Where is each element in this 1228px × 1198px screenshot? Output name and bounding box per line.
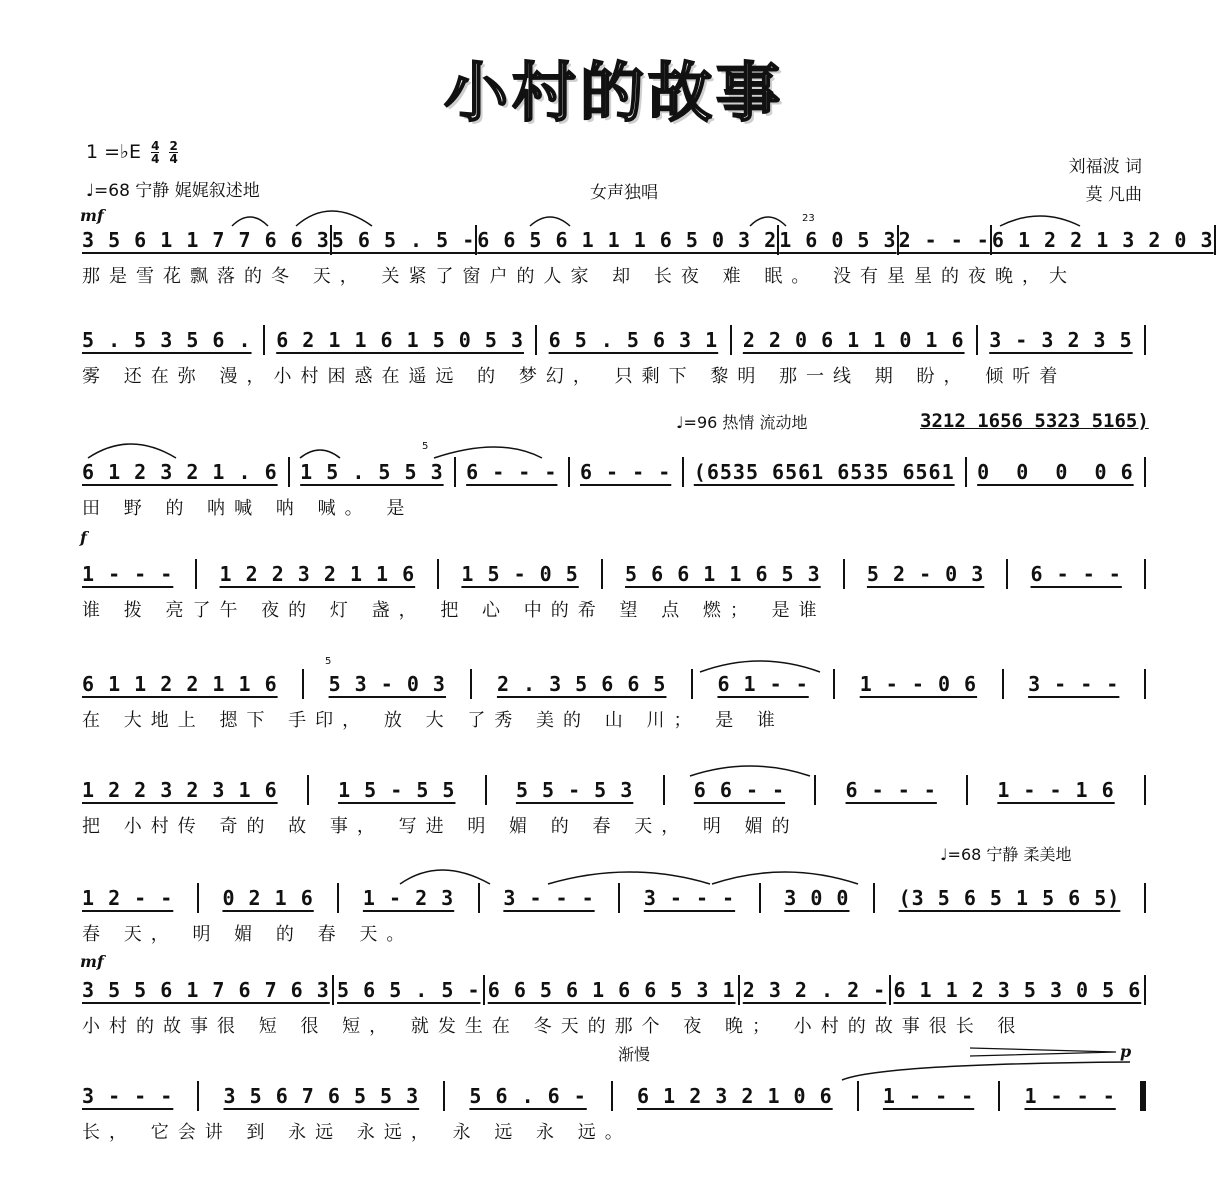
bar-line xyxy=(843,559,845,589)
measure: 3 5 6 1 1 7 7 6 6 3 xyxy=(82,228,330,252)
note-line xyxy=(82,556,1146,592)
bar-line xyxy=(998,1081,1000,1111)
measure: 1 - - 0 6 xyxy=(859,672,978,696)
measure: 6 - - - xyxy=(1030,562,1122,586)
measure: 3 5 6 7 6 5 5 3 xyxy=(223,1084,420,1108)
bar-line xyxy=(437,559,439,589)
bar-line xyxy=(601,559,603,589)
lyrics-line: 那是雪花飘落的冬 天， 关紧了窗户的人家 却 长夜 难 眠。 没有星星的夜晚，大 xyxy=(82,266,1077,287)
measure: 2 - - - xyxy=(898,228,990,252)
measure: 6 1 1 2 3 5 3 0 5 6 xyxy=(893,978,1142,1002)
bar-line xyxy=(302,669,304,699)
bar-line xyxy=(478,883,480,913)
composer: 莫 凡曲 xyxy=(1085,185,1142,205)
key-label: 1 =♭E xyxy=(86,141,142,163)
measure: 6 6 - - xyxy=(693,778,786,802)
measure: 1 5 - 0 5 xyxy=(461,562,579,586)
dynamic-mf-1: mf xyxy=(80,206,104,225)
grace-note-2: 5 xyxy=(422,441,429,452)
dynamic-p: p xyxy=(1120,1042,1132,1061)
lyrics-line: 田 野 的 呐喊 呐 喊。 是 xyxy=(82,498,414,519)
note-line xyxy=(82,880,1146,916)
bar-line xyxy=(1214,225,1216,255)
bar-line xyxy=(337,883,339,913)
score-row xyxy=(82,556,1146,636)
measure: 5 5 - 5 3 xyxy=(515,778,634,802)
measure: 6 - - - xyxy=(579,460,672,484)
tempo-intro: ♩=68 宁静 娓娓叙述地 xyxy=(86,181,260,201)
measure: 3 0 0 xyxy=(784,886,850,910)
measure: 6 - - - xyxy=(845,778,937,802)
bar-line xyxy=(889,975,891,1005)
bar-line xyxy=(618,883,620,913)
bar-line xyxy=(197,883,199,913)
measure: 3 - 3 2 3 5 xyxy=(989,328,1133,352)
time-signature-b: $\frac{2}{4}$ xyxy=(169,139,178,166)
bar-line xyxy=(1002,669,1004,699)
measure: 6 1 2 3 2 1 . 6 xyxy=(82,460,278,484)
measure: (6535 6561 6535 6561 xyxy=(693,460,955,484)
measure: 6 1 1 2 2 1 1 6 xyxy=(82,672,278,696)
measure: 1 - - - xyxy=(82,562,174,586)
bar-line xyxy=(332,975,334,1005)
score-row xyxy=(82,772,1146,852)
measure: 1 5 . 5 5 3 xyxy=(300,460,444,484)
bar-line xyxy=(535,325,537,355)
lyricist: 刘福波 词 xyxy=(1068,157,1142,177)
measure: 6 1 2 3 2 1 0 6 xyxy=(637,1084,833,1108)
bar-line xyxy=(814,775,816,805)
lyrics-line: 把 小村传 奇的 故 事， 写进 明 媚 的 春 天， 明 媚的 xyxy=(82,816,799,837)
score-row xyxy=(82,454,1146,534)
measure: 6 2 1 1 6 1 5 0 5 3 xyxy=(276,328,524,352)
bar-line xyxy=(485,775,487,805)
score-row xyxy=(82,322,1146,402)
measure: 1 5 - 5 5 xyxy=(338,778,456,802)
measure: 1 2 2 3 2 3 1 6 xyxy=(82,778,278,802)
lyrics-line: 在 大地上 摁下 手印， 放 大 了秀 美的 山 川； 是 谁 xyxy=(82,710,784,731)
bar-line xyxy=(483,975,485,1005)
bar-line xyxy=(443,1081,445,1111)
bar-line xyxy=(663,775,665,805)
bar-line xyxy=(738,975,740,1005)
measure: 5 6 6 1 1 6 5 3 xyxy=(625,562,821,586)
bar-line xyxy=(966,775,968,805)
measure: (3 5 6 5 1 5 6 5) xyxy=(898,886,1121,910)
bar-line xyxy=(1144,775,1146,805)
grace-note-3: 5 xyxy=(325,656,332,667)
score-row xyxy=(82,880,1146,960)
measure: 5 . 5 3 5 6 . xyxy=(82,328,252,352)
measure: 1 - - - xyxy=(882,1084,975,1108)
measure: 3 - - - xyxy=(1028,672,1120,696)
lyrics-line: 雾 还在弥 漫，小村困惑在遥远 的 梦幻， 只剩下 黎明 那一线 期 盼， 倾听着 xyxy=(82,366,1067,387)
measure: 1 6 0 5 3 xyxy=(779,228,897,252)
lyrics-line: 谁 拨 亮了午 夜的 灯 盏， 把 心 中的希 望 点 燃； 是谁 xyxy=(82,600,826,621)
measure: 1 2 - - xyxy=(82,886,174,910)
song-title: 小村的故事 xyxy=(444,57,784,131)
key-signature xyxy=(86,140,178,165)
note-line xyxy=(82,772,1146,808)
measure: 6 1 - - xyxy=(717,672,809,696)
bar-line xyxy=(691,669,693,699)
bar-line xyxy=(833,669,835,699)
measure: 5 3 - 0 3 xyxy=(328,672,446,696)
measure: 5 2 - 0 3 xyxy=(866,562,985,586)
score-row xyxy=(82,666,1146,746)
tempo-end: ♩=68 宁静 柔美地 xyxy=(940,845,1072,864)
bar-line xyxy=(1144,559,1146,589)
bar-line xyxy=(1144,669,1146,699)
score-row xyxy=(82,972,1146,1052)
bar-line xyxy=(1144,457,1146,487)
measure: 6 - - - xyxy=(466,460,558,484)
measure: 1 - 2 3 xyxy=(362,886,455,910)
bar-line xyxy=(1144,325,1146,355)
grace-note-1: 23 xyxy=(802,213,815,224)
bar-line xyxy=(873,883,875,913)
note-line xyxy=(82,1078,1146,1114)
measure: 5 6 5 . 5 - xyxy=(337,978,481,1002)
bar-line xyxy=(197,1081,199,1111)
time-signature-a: $\frac{4}{4}$ xyxy=(151,139,160,166)
note-line xyxy=(82,454,1146,490)
lyrics-line: 春 天， 明 媚 的 春 天。 xyxy=(82,924,414,945)
measure: 0 2 1 6 xyxy=(222,886,314,910)
measure: 5 6 5 . 5 - xyxy=(331,228,476,252)
bar-line xyxy=(263,325,265,355)
dynamic-mf-2: mf xyxy=(80,952,104,971)
measure: 2 2 0 6 1 1 0 1 6 xyxy=(742,328,965,352)
bar-line xyxy=(470,669,472,699)
bar-line xyxy=(454,457,456,487)
measure: 6 1 2 2 1 3 2 0 3 xyxy=(991,228,1214,252)
measure: 3 - - - xyxy=(82,1084,174,1108)
bar-line xyxy=(288,457,290,487)
measure: 3 - - - xyxy=(643,886,736,910)
measure: 6 6 5 6 1 6 6 5 3 1 xyxy=(487,978,736,1002)
measure: 1 - - - xyxy=(1024,1084,1116,1108)
measure: 0 0 0 0 6 xyxy=(977,460,1134,484)
note-line xyxy=(82,322,1146,358)
bar-line xyxy=(759,883,761,913)
tempo-mid: ♩=96 热情 流动地 xyxy=(676,413,808,432)
bar-line xyxy=(1144,975,1146,1005)
measure: 6 5 . 5 6 3 1 xyxy=(548,328,719,352)
score-row xyxy=(82,1078,1146,1158)
note-line xyxy=(82,972,1146,1008)
measure: 5 6 . 6 - xyxy=(469,1084,587,1108)
bar-line xyxy=(568,457,570,487)
bar-line xyxy=(1144,883,1146,913)
bar-line xyxy=(730,325,732,355)
bar-line xyxy=(976,325,978,355)
note-line xyxy=(82,222,1214,258)
performer: 女声独唱 xyxy=(590,183,658,203)
measure: 3 - - - xyxy=(503,886,595,910)
ritardando-mark: 渐慢 xyxy=(618,1045,651,1064)
lyrics-line: 小村的故事很 短 很 短， 就发生在 冬天的那个 夜 晚； 小村的故事很长 很 xyxy=(82,1016,1025,1037)
interlude-notes: 3212 1656 5323 5165) xyxy=(920,410,1149,432)
bar-line xyxy=(857,1081,859,1111)
dynamic-f: f xyxy=(80,528,87,547)
lyrics-line: 长， 它会讲 到 永远 永远， 永 远 永 远。 xyxy=(82,1122,632,1143)
measure: 2 3 2 . 2 - xyxy=(742,978,887,1002)
note-line xyxy=(82,666,1146,702)
bar-line xyxy=(307,775,309,805)
measure: 3 5 5 6 1 7 6 7 6 3 xyxy=(82,978,330,1002)
score-row xyxy=(82,222,1214,302)
measure: 1 - - 1 6 xyxy=(997,778,1115,802)
bar-line xyxy=(1140,1081,1146,1111)
measure: 6 6 5 6 1 1 1 6 5 0 3 2 xyxy=(477,228,778,252)
bar-line xyxy=(965,457,967,487)
bar-line xyxy=(682,457,684,487)
bar-line xyxy=(611,1081,613,1111)
measure: 2 . 3 5 6 6 5 xyxy=(496,672,667,696)
bar-line xyxy=(195,559,197,589)
measure: 1 2 2 3 2 1 1 6 xyxy=(219,562,416,586)
bar-line xyxy=(1006,559,1008,589)
